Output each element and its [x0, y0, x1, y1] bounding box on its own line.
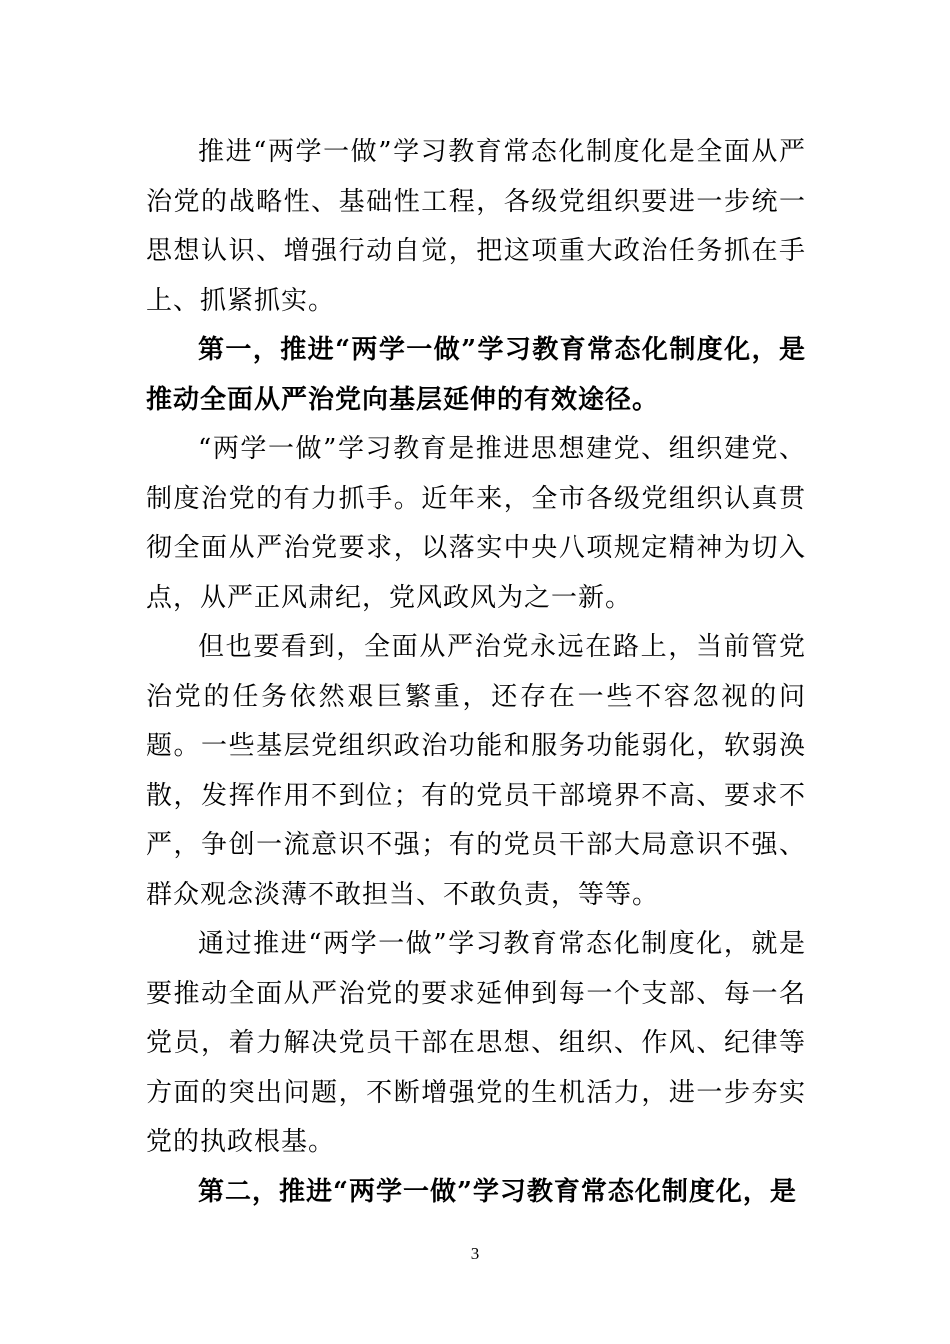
paragraph-body: 但也要看到，全面从严治党永远在路上，当前管党治党的任务依然艰巨繁重，还存在一些不容忽视的问题。一些基层党组织政治功能和服务功能弱化，软弱涣散，发挥作用不到位；有的党员干部境界不高、要求不严，争创一流意识不强；有的党员干部大局意识不强、群众观念淡薄不敢担当、不敢负责，等等。	[146, 632, 806, 910]
paragraph-heading-second: 第二，推进“两学一做”学习教育常态化制度化，是	[198, 1176, 797, 1207]
paragraph-body: “两学一做”学习教育是推进思想建党、组织建党、制度治党的有力抓手。近年来，全市各级党组织认真贯彻全面从严治党要求，以落实中央八项规定精神为切入点，从严正风肃纪，党风政风为之一新。	[146, 434, 806, 613]
paragraph-heading-first: 第一，推进“两学一做”学习教育常态化制度化，是推动全面从严治党向基层延伸的有效途径。	[146, 335, 806, 415]
paragraph-intro: 推进“两学一做”学习教育常态化制度化是全面从严治党的战略性、基础性工程，各级党组织要进一步统一思想认识、增强行动自觉，把这项重大政治任务抓在手上、抓紧抓实。	[146, 137, 806, 316]
page-number: 3	[470, 1244, 480, 1263]
paragraph-body: 通过推进“两学一做”学习教育常态化制度化，就是要推动全面从严治党的要求延伸到每一个支部、每一名党员，着力解决党员干部在思想、组织、作风、纪律等方面的突出问题，不断增强党的生机活力，进一步夯实党的执政根基。	[146, 929, 806, 1157]
document-body	[146, 128, 806, 1217]
